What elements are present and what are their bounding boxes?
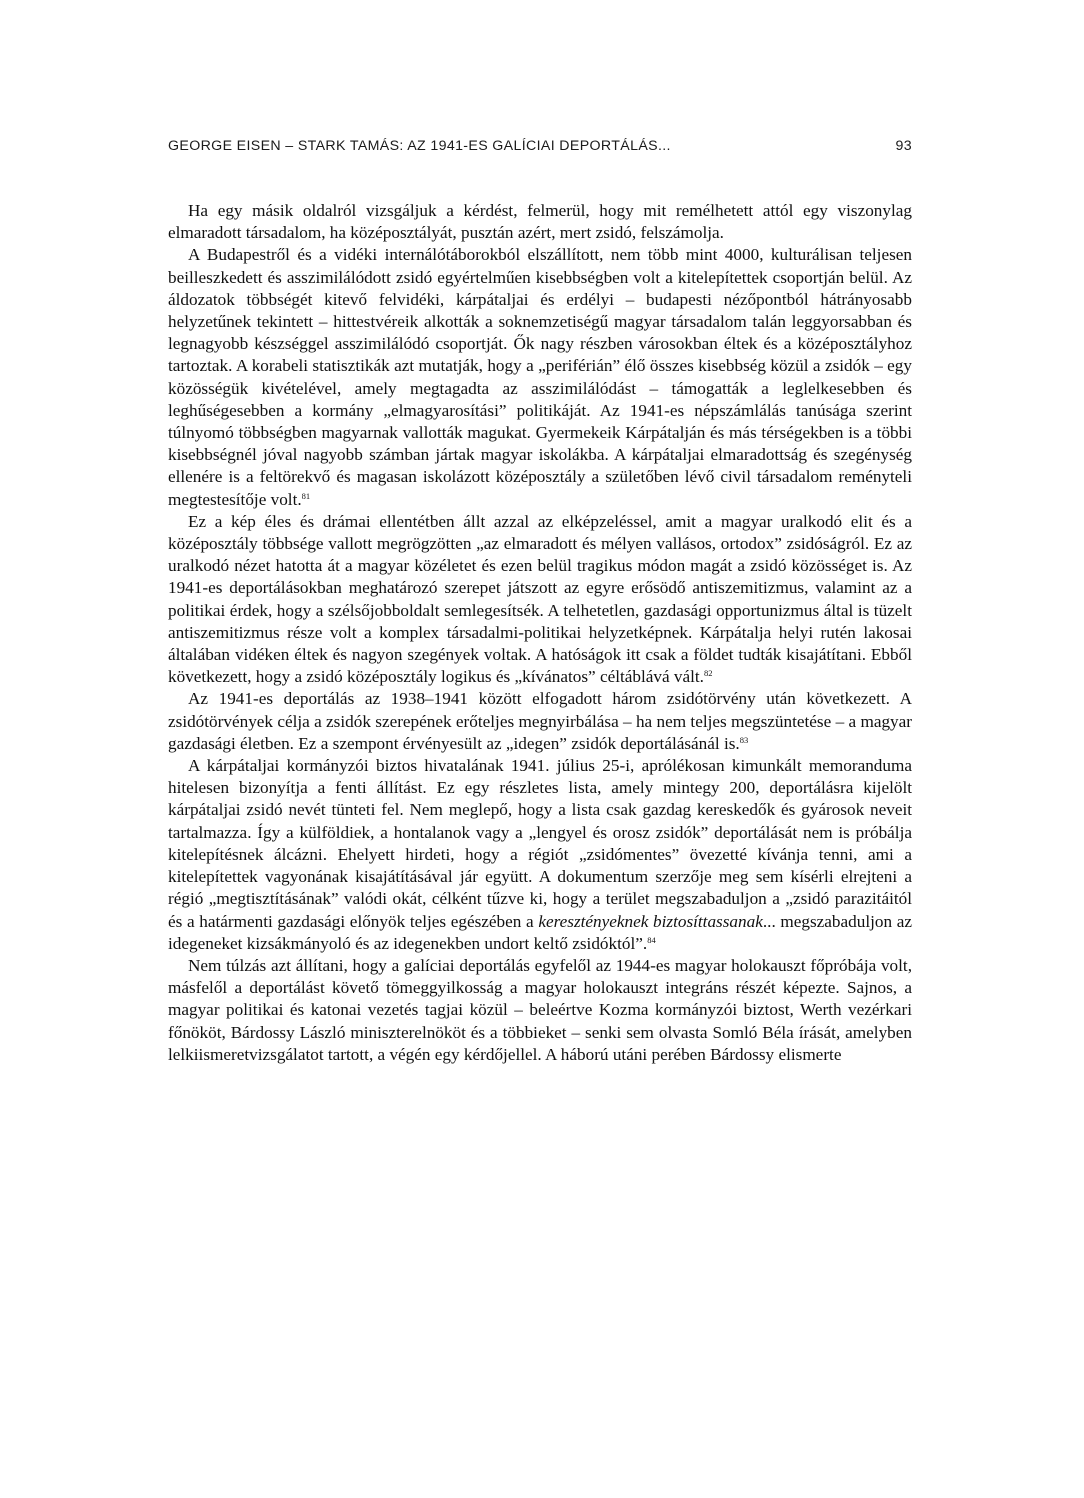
- paragraph-1: [168, 200, 912, 244]
- paragraph-3: [168, 511, 912, 689]
- paragraph-text: A Budapestről és a vidéki internálótáborokból elszállított, nem több mint 4000, kulturálisan teljesen beilleszkedett és asszimilálódott zsidó egyértelműen kisebbségben volt a kitelepítettek csoportján belül. Az áldozatok többségét kitevő felvidéki, kárpátaljai és erdélyi – budapesti nézőpontból hátrányosabb helyzetűnek tekintett – hittestvéreik alkották a soknemzetiségű magyar társadalom talán leggyorsabban és legnagyobb készséggel asszimilálódó csoportját. Ők nagy részben városokban éltek és a középosztályhoz tartoztak. A korabeli statisztikák azt mutatják, hogy a „periférián” élő összes kisebbség közül a zsidók – egy közösségük kivételével, amely megtagadta az asszimilálódást – támogatták a leglelkesebben és leghűségesebben a kormány „elmagyarosítási” politikáját. Az 1941-es népszámlálás tanúsága szerint túlnyomó többségben magyarnak vallották magukat. Gyermekeik Kárpátalján és más térségekben is a többi kisebbségnél jóval nagyobb számban jártak magyar iskolákba. A kárpátaljai elmaradottság és szegénység ellenére is a feltörekvő és magasan iskolázott középosztály a születőben lévő civil társadalom reményteli megtestesítője volt.: [168, 245, 912, 509]
- page-number: 93: [895, 138, 912, 154]
- italic-emphasis: keresztényeknek biztosíttassanak: [538, 911, 763, 931]
- paragraph-4: [168, 688, 912, 755]
- paragraph-text: A kárpátaljai kormányzói biztos hivatalának 1941. július 25-i, aprólékosan kimunkált memoranduma hitelesen bizonyítja a fenti állítást. Ez egy részletes lista, amely mintegy 200, deportálásra kijelölt kárpátaljai zsidó nevét tünteti fel. Nem meglepő, hogy a lista csak gazdag kereskedők és gyárosok neveit tartalmazza. Így a külföldiek, a hontalanok vagy a „lengyel és orosz zsidók” deportálását nem is próbálja kitelepítésnek álcázni. Ehelyett hirdeti, hogy a régiót „zsidómentes” övezetté kívánja tenni, ami a kitelepítettek vagyonának kisajátításával jár együtt. A dokumentum szerzője meg sem kísérli elrejteni a régió „megtisztításának” valódi okát, célként tűzve ki, hogy a terület megszabaduljon a „zsidó parazitáitól és a határmenti gazdasági előnyök teljes egészében a: [168, 756, 912, 931]
- paragraph-text: Nem túlzás azt állítani, hogy a galíciai deportálás egyfelől az 1944-es magyar holokauszt főpróbája volt, másfelől a deportálást követő tömeggyilkosság a magyar holokauszt integráns részét képezte. Sajnos, a magyar politikai és katonai vezetés tagjai közül – beleértve Kozma kormányzói biztost, Werth vezérkari főnököt, Bárdossy László miniszterelnököt és a többieket – senki sem olvasta Somló Béla írását, amelyben lelkiismeretvizsgálatot tartott, a végén egy kérdőjellel. A háború utáni perében Bárdossy elismerte: [168, 955, 912, 1064]
- paragraph-5: [168, 755, 912, 955]
- paragraph-6: [168, 955, 912, 1066]
- paragraph-2: [168, 244, 912, 510]
- paragraph-text: Ha egy másik oldalról vizsgáljuk a kérdést, felmerül, hogy mit remélhetett attól egy viszonylag elmaradott társadalom, ha középosztályát, pusztán azért, mert zsidó, felszámolja.: [168, 201, 912, 243]
- footnote-ref-81[interactable]: 81: [301, 490, 311, 501]
- paragraph-text: ... megszabaduljon az idegeneket kizsákmányoló és az idegenekben undort keltő zsidóktól”.: [168, 911, 912, 953]
- paragraph-text: Ez a kép éles és drámai ellentétben állt azzal az elképzeléssel, amit a magyar uralkodó elit és a középosztály többsége vallott megrögzötten „az elmaradott és mélyen vallásos, ortodox” zsidóságról. Ez az uralkodó nézet hatotta át a magyar közéletet és ezen belül tragikus módon magát a zsidó közösséget is. Az 1941-es deportálásokban meghatározó szerepet játszott az egyre erősödő antiszemitizmus, valamint az a politikai érdek, hogy a szélsőjobboldalt semlegesítsék. A telhetetlen, gazdasági opportunizmus által is tüzelt antiszemitizmus része volt a komplex társadalmi-politikai helyzetképnek. Kárpátalja helyi rutén lakosai általában vidéken éltek és nagyon szegények voltak. A hatóságok itt csak a földet tudták kisajátítani. Ebből következett, hogy a zsidó középosztály logikus és „kívánatos” céltáblává vált.: [168, 511, 912, 687]
- footnote-ref-82[interactable]: 82: [703, 668, 713, 679]
- body-text: [168, 200, 912, 1066]
- running-head: [168, 136, 912, 156]
- footnote-ref-83[interactable]: 83: [739, 734, 749, 745]
- paragraph-text: Az 1941-es deportálás az 1938–1941 között elfogadott három zsidótörvény után következett. A zsidótörvények célja a zsidók szerepének erőteljes megnyirbálása – ha nem teljes megszüntetése – a magyar gazdasági életben. Ez a szempont érvényesült az „idegen” zsidók deportálásánál is.: [168, 689, 912, 753]
- running-title: GEORGE EISEN – STARK TAMÁS: AZ 1941-ES GALÍCIAI DEPORTÁLÁS...: [168, 138, 671, 154]
- footnote-ref-84[interactable]: 84: [647, 934, 656, 945]
